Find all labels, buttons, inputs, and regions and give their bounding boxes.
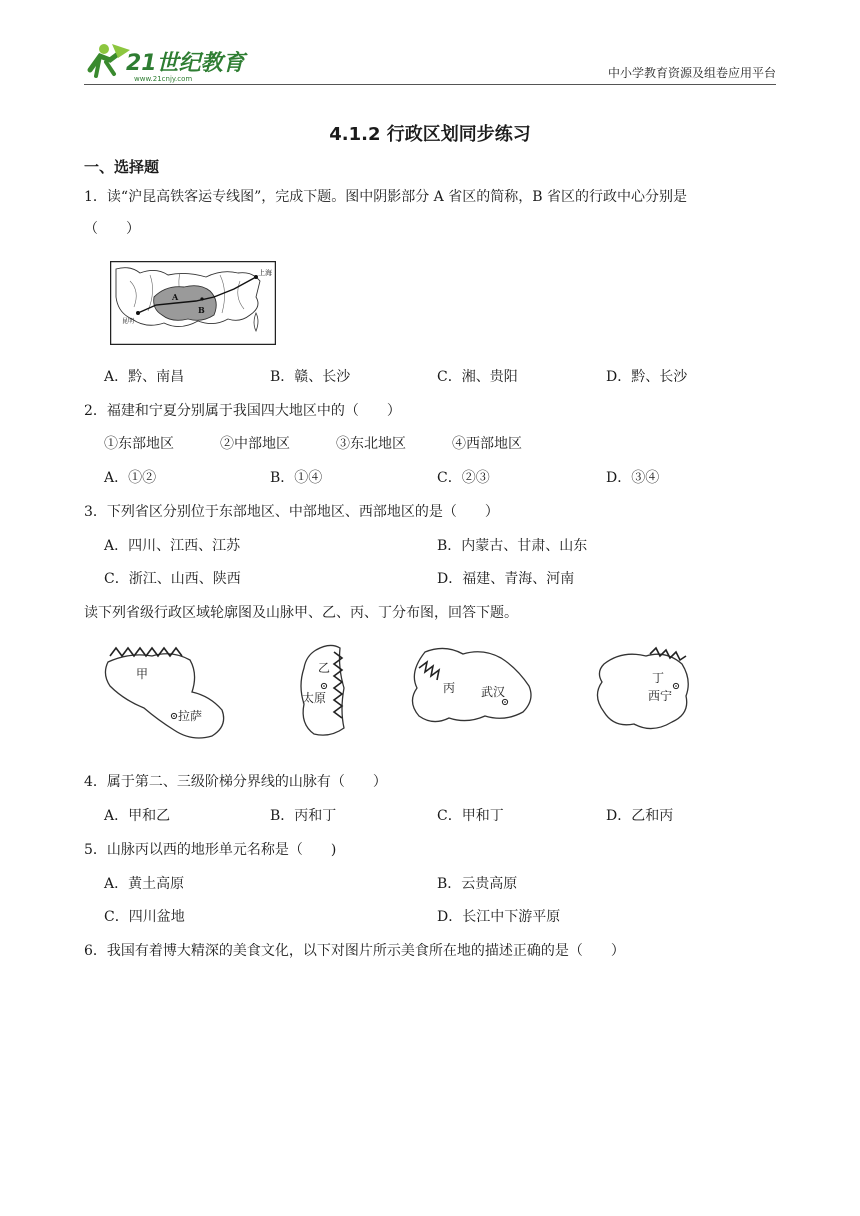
logo-url-text: www.21cnjy.com [134, 75, 193, 83]
mountain-label-yi: 乙 [318, 661, 331, 675]
map-label-kunming: 昆明 [122, 318, 135, 325]
header-divider [84, 84, 776, 85]
q5-option-d: D．长江中下游平原 [437, 909, 561, 925]
q1-stem-line2: （ ） [84, 221, 140, 237]
map-label-b: B [198, 305, 205, 315]
q1-option-c: C．湘、贵阳 [437, 369, 518, 385]
q3-stem: 3．下列省区分别位于东部地区、中部地区、西部地区的是（ ） [84, 504, 499, 520]
map-label-shanghai: 上海 [258, 269, 272, 277]
section-heading: 一、选择题 [84, 158, 160, 176]
q2-item-2: ②中部地区 [220, 436, 290, 452]
q3-option-a: A．四川、江西、江苏 [104, 538, 241, 554]
q4-option-b: B．丙和丁 [270, 808, 337, 824]
passage-intro: 读下列省级行政区域轮廓图及山脉甲、乙、丙、丁分布图，回答下题。 [84, 605, 518, 621]
q4-option-c: C．甲和丁 [437, 808, 504, 824]
q2-option-d: D．③④ [606, 470, 660, 486]
platform-name: 中小学教育资源及组卷应用平台 [607, 66, 776, 80]
q1-stem-line1: 1．读“沪昆高铁客运专线图”，完成下题。图中阴影部分 A 省区的简称，B 省区的行政中心分别是 [84, 189, 687, 205]
mountain-label-ding: 丁 [652, 671, 665, 685]
q2-item-3: ③东北地区 [336, 436, 406, 452]
q2-option-c: C．②③ [437, 470, 490, 486]
q3-option-b: B．内蒙古、甘肃、山东 [437, 538, 588, 554]
q5-option-b: B．云贵高原 [437, 876, 518, 892]
q2-stem: 2．福建和宁夏分别属于我国四大地区中的（ ） [84, 403, 401, 419]
logo-main-text: 21世纪教育 [126, 51, 245, 76]
q5-option-a: A．黄土高原 [104, 876, 185, 892]
railway-map [110, 261, 276, 345]
q5-option-c: C．四川盆地 [104, 909, 185, 925]
mountain-label-bing: 丙 [443, 681, 456, 695]
q4-option-d: D．乙和丙 [606, 808, 674, 824]
city-label-xining: 西宁 [648, 689, 673, 703]
q2-item-4: ④西部地区 [452, 436, 522, 452]
q2-item-1: ①东部地区 [104, 436, 174, 452]
q2-option-b: B．①④ [270, 470, 323, 486]
province-map-2 [290, 638, 354, 742]
city-label-wuhan: 武汉 [481, 685, 506, 699]
city-label-taiyuan: 太原 [302, 691, 327, 705]
q6-stem: 6．我国有着博大精深的美食文化，以下对图片所示美食所在地的描述正确的是（ ） [84, 943, 625, 959]
runner-icon [90, 44, 130, 76]
province-map-3 [405, 638, 539, 742]
q1-option-a: A．黔、南昌 [104, 369, 185, 385]
q1-option-b: B．赣、长沙 [270, 369, 351, 385]
q1-option-d: D．黔、长沙 [606, 369, 688, 385]
map-label-a: A [172, 292, 179, 302]
q4-option-a: A．甲和乙 [104, 808, 171, 824]
province-map-4 [590, 638, 696, 742]
site-logo [84, 40, 254, 84]
q3-option-c: C．浙江、山西、陕西 [104, 571, 241, 587]
q5-stem: 5．山脉丙以西的地形单元名称是（ ) [84, 842, 337, 858]
province-map-1 [100, 638, 232, 742]
q2-option-a: A．①② [104, 470, 157, 486]
q3-option-d: D．福建、青海、河南 [437, 571, 575, 587]
q4-stem: 4．属于第二、三级阶梯分界线的山脉有（ ） [84, 774, 387, 790]
page-title: 4.1.2 行政区划同步练习 [329, 124, 531, 145]
city-label-lhasa: 拉萨 [178, 709, 203, 723]
mountain-label-jia: 甲 [136, 667, 149, 681]
